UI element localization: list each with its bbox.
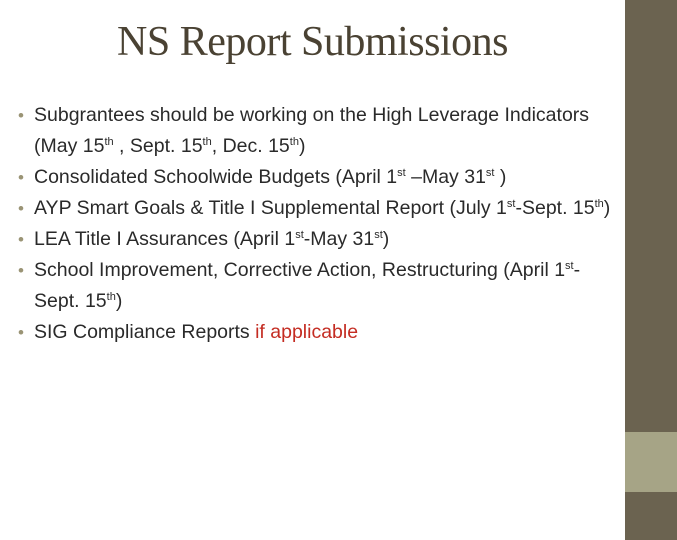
superscript: th (106, 291, 116, 303)
superscript: th (289, 136, 299, 148)
bullet-sig-compliance (16, 317, 622, 348)
bullet-high-leverage-indicators (16, 100, 622, 162)
bullet-text: , Sept. 15 (113, 135, 203, 157)
bullet-text: School Improvement, Corrective Action, Restructuring (April 1 (34, 259, 566, 281)
bullet-text: -Sept. 15 (34, 259, 581, 312)
superscript: st (506, 198, 516, 210)
superscript: st (565, 260, 574, 272)
bullet-text: LEA Title I Assurances (April 1 (34, 228, 296, 250)
superscript: st (485, 167, 495, 179)
slide-title: NS Report Submissions (117, 19, 508, 65)
bullet-text: ) (494, 166, 507, 188)
bullet-text: –May 31 (405, 166, 486, 188)
bullet-lea-assurances (16, 224, 622, 255)
superscript: st (397, 167, 406, 179)
if-applicable-note: if applicable (255, 321, 359, 343)
superscript: st (295, 229, 304, 241)
bullet-list (16, 100, 622, 348)
bullet-text: ) (298, 135, 306, 157)
right-sidebar-accent (625, 432, 677, 492)
bullet-schoolwide-budgets (16, 162, 622, 193)
bullet-text: AYP Smart Goals & Title I Supplemental Report (July 1 (34, 197, 507, 219)
bullet-text: ) (115, 290, 123, 312)
bullet-text: , Dec. 15 (211, 135, 290, 157)
bullet-text: Subgrantees should be working on the High Leverage Indicators (May 15 (34, 104, 590, 157)
bullet-text: -Sept. 15 (515, 197, 595, 219)
superscript: st (374, 229, 383, 241)
superscript: th (594, 198, 604, 210)
bullet-text: ) (603, 197, 611, 219)
bullet-text: -May 31 (303, 228, 375, 250)
bullet-text: SIG Compliance Reports (34, 321, 256, 343)
bullet-ayp-smart-goals (16, 193, 622, 224)
superscript: th (104, 136, 114, 148)
superscript: th (202, 136, 212, 148)
bullet-text: ) (382, 228, 390, 250)
bullet-school-improvement (16, 255, 622, 317)
bullet-text: Consolidated Schoolwide Budgets (April 1 (34, 166, 398, 188)
